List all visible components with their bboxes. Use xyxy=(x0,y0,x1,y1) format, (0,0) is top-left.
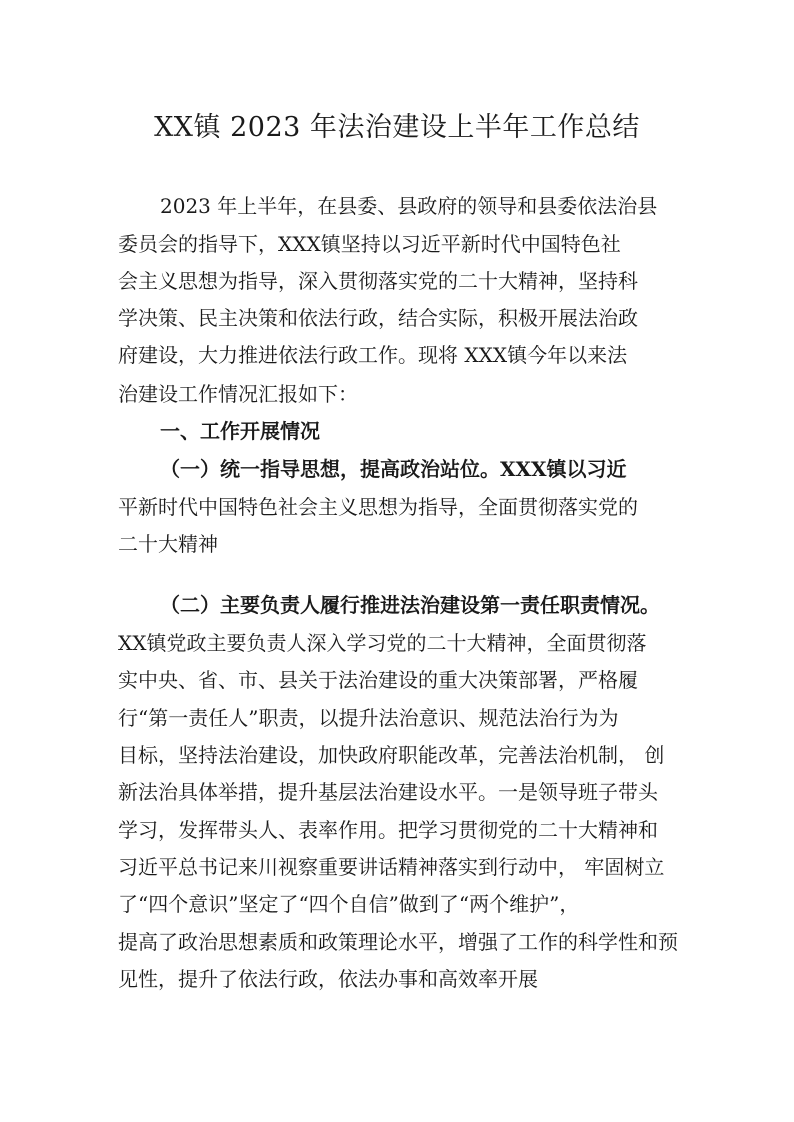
para1-line-1: （一）统一指导思想，提高政治站位。XXX镇以习近 xyxy=(160,457,627,481)
para1-line-3: 二十大精神 xyxy=(118,532,218,556)
document-title: XX镇 2023 年法治建设上半年工作总结 xyxy=(154,112,640,143)
section-heading: 一、工作开展情况 xyxy=(160,419,320,443)
para2-line-7: 学习，发挥带头人、表率作用。把学习贯彻党的二十大精神和 xyxy=(118,818,658,842)
para2-line-4: 行“第一责任人”职责，以提升法治意识、规范法治行为为 xyxy=(118,706,619,730)
para2-line-6: 新法治具体举措，提升基层法治建设水平。一是领导班子带头 xyxy=(118,780,658,804)
para2-line-8: 习近平总书记来川视察重要讲话精神落实到行动中， 牢固树立 xyxy=(118,855,665,879)
para2-line-2: XX镇党政主要负责人深入学习党的二十大精神，全面贯彻落 xyxy=(118,631,647,655)
intro-line-5: 府建设，大力推进依法行政工作。现将 XXX镇今年以来法 xyxy=(118,343,628,367)
para1-line-2: 平新时代中国特色社会主义思想为指导，全面贯彻落实党的 xyxy=(118,495,638,519)
intro-line-3: 会主义思想为指导，深入贯彻落实党的二十大精神，坚持科 xyxy=(118,269,638,293)
intro-line-1: 2023 年上半年，在县委、县政府的领导和县委依法治县 xyxy=(160,194,658,218)
intro-line-2: 委员会的指导下，XXX镇坚持以习近平新时代中国特色社 xyxy=(118,232,621,256)
para2-line-11: 见性，提升了依法行政，依法办事和高效率开展 xyxy=(118,967,538,991)
para2-line-5: 目标，坚持法治建设，加快政府职能改革，完善法治机制， 创 xyxy=(118,743,665,767)
intro-line-6: 治建设工作情况汇报如下： xyxy=(118,382,358,406)
para2-line-9: 了“四个意识”坚定了“四个自信”做到了“两个维护”， xyxy=(118,892,580,916)
para2-line-1: （二）主要负责人履行推进法治建设第一责任职责情况。 xyxy=(160,593,660,617)
para2-line-10: 提高了政治思想素质和政策理论水平，增强了工作的科学性和预 xyxy=(118,930,678,954)
para2-line-3: 实中央、省、市、县关于法治建设的重大决策部署，严格履 xyxy=(118,668,638,692)
intro-line-4: 学决策、民主决策和依法行政，结合实际，积极开展法治政 xyxy=(118,306,638,330)
